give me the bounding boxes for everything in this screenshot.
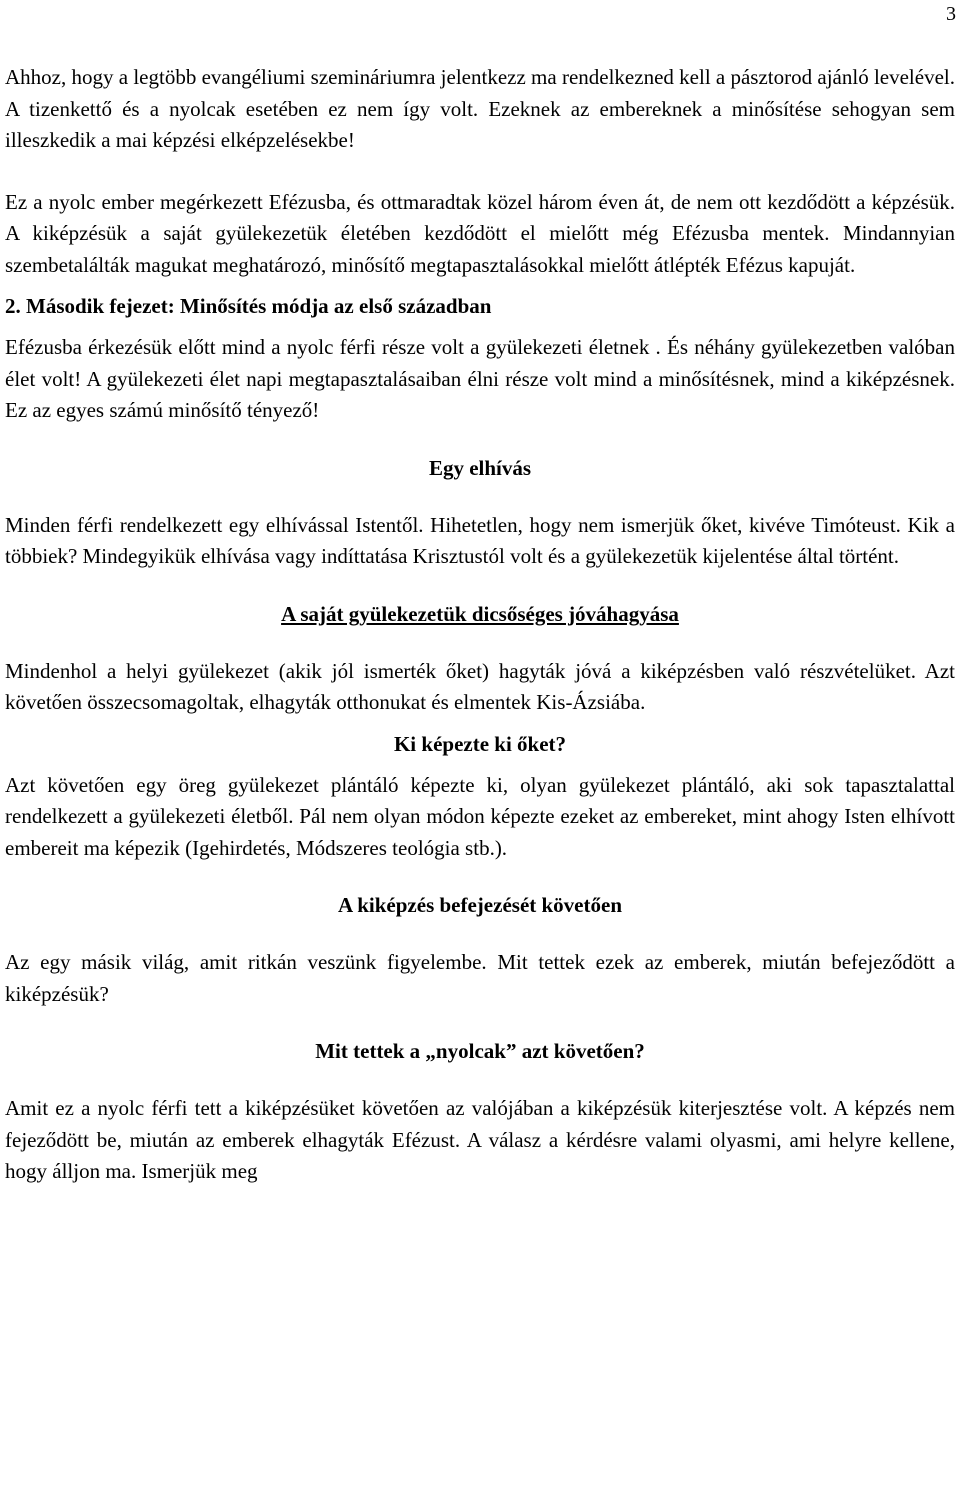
heading-after-training: A kiképzés befejezését követően (337, 893, 622, 917)
heading-who-trained-them: Ki képezte ki őket? (393, 731, 567, 756)
paragraph-calling: Minden férfi rendelkezett egy elhívással Istentől. Hihetetlen, hogy nem ismerjük őket, kivéve Timóteust. Kik a többiek? Mindegyikük elhívása vagy indíttatása Krisztustól volt és a gyülekezetük kijelentése által történt. (5, 512, 955, 568)
document-body (5, 62, 955, 1188)
paragraph-eight-men-ephesus: Ez a nyolc ember megérkezett Efézusba, és ottmaradtak közel három éven át, de nem ott kezdődött a képzésük. A kiképzésük a saját gyülekezetük életében kezdődött el mielőtt még Efézusba mentek. Mindannyian szembetalálták magukat meghatározó, minősítő megtapasztalásokkal mielőtt átlépték Efézus kapuját. (5, 189, 955, 277)
heading-a-calling: Egy elhívás (428, 455, 532, 480)
page-number: 3 (946, 3, 956, 25)
paragraph-extension: Amit ez a nyolc férfi tett a kiképzésüket követően az valójában a kiképzésük kiterjesztése volt. A képzés nem fejeződött be, miután az emberek elhagyták Efézust. A válasz a kérdésre valami olyasmi, ami helyre kellene, hogy álljon ma. Ismerjük meg (5, 1096, 955, 1183)
paragraph-another-world: Az egy másik világ, amit ritkán veszünk figyelembe. Mit tettek ezek az emberek, miután befejeződött a kiképzésük? (5, 950, 955, 1006)
chapter-heading: 2. Második fejezet: Minősítés módja az első században (5, 294, 492, 318)
paragraph-church-life: Efézusba érkezésük előtt mind a nyolc férfi része volt a gyülekezeti életnek . És néhány gyülekezetben valóban élet volt! A gyülekezeti élet napi megtapasztalásaiban élni része volt mind a minősítésnek, mind a kiképzésnek. Ez az egyes számú minősítő tényező! (5, 335, 955, 422)
heading-what-eight-did: Mit tettek a „nyolcak” azt követően? (315, 1039, 645, 1063)
paragraph-training: Azt követően egy öreg gyülekezet plántáló képezte ki, olyan gyülekezet plántáló, aki sok tapasztalattal rendelkezett a gyülekezeti életből. Pál nem olyan módon képezte ezeket az embereket, mint ahogy Isten elhívott embereit ma képezik (Igehirdetés, Módszeres teológia stb.). (5, 772, 955, 860)
paragraph-approval: Mindenhol a helyi gyülekezet (akik jól ismerték őket) hagyták jóvá a kiképzésben való részvételüket. Azt követően összecsomagoltak, elhagyták otthonukat és elmentek Kis-Ázsiába. (5, 658, 955, 714)
paragraph-seminary-requirements: Ahhoz, hogy a legtöbb evangéliumi szemináriumra jelentkezz ma rendelkezned kell a pásztorod ajánló levelével. A tizenkettő és a nyolcak esetében ez nem így volt. Ezeknek az embereknek a minősítése sehogyan sem illeszkedik a mai képzési elképzelésekbe! (5, 65, 955, 152)
heading-church-approval: A saját gyülekezetük dicsőséges jóváhagyása (281, 601, 679, 626)
